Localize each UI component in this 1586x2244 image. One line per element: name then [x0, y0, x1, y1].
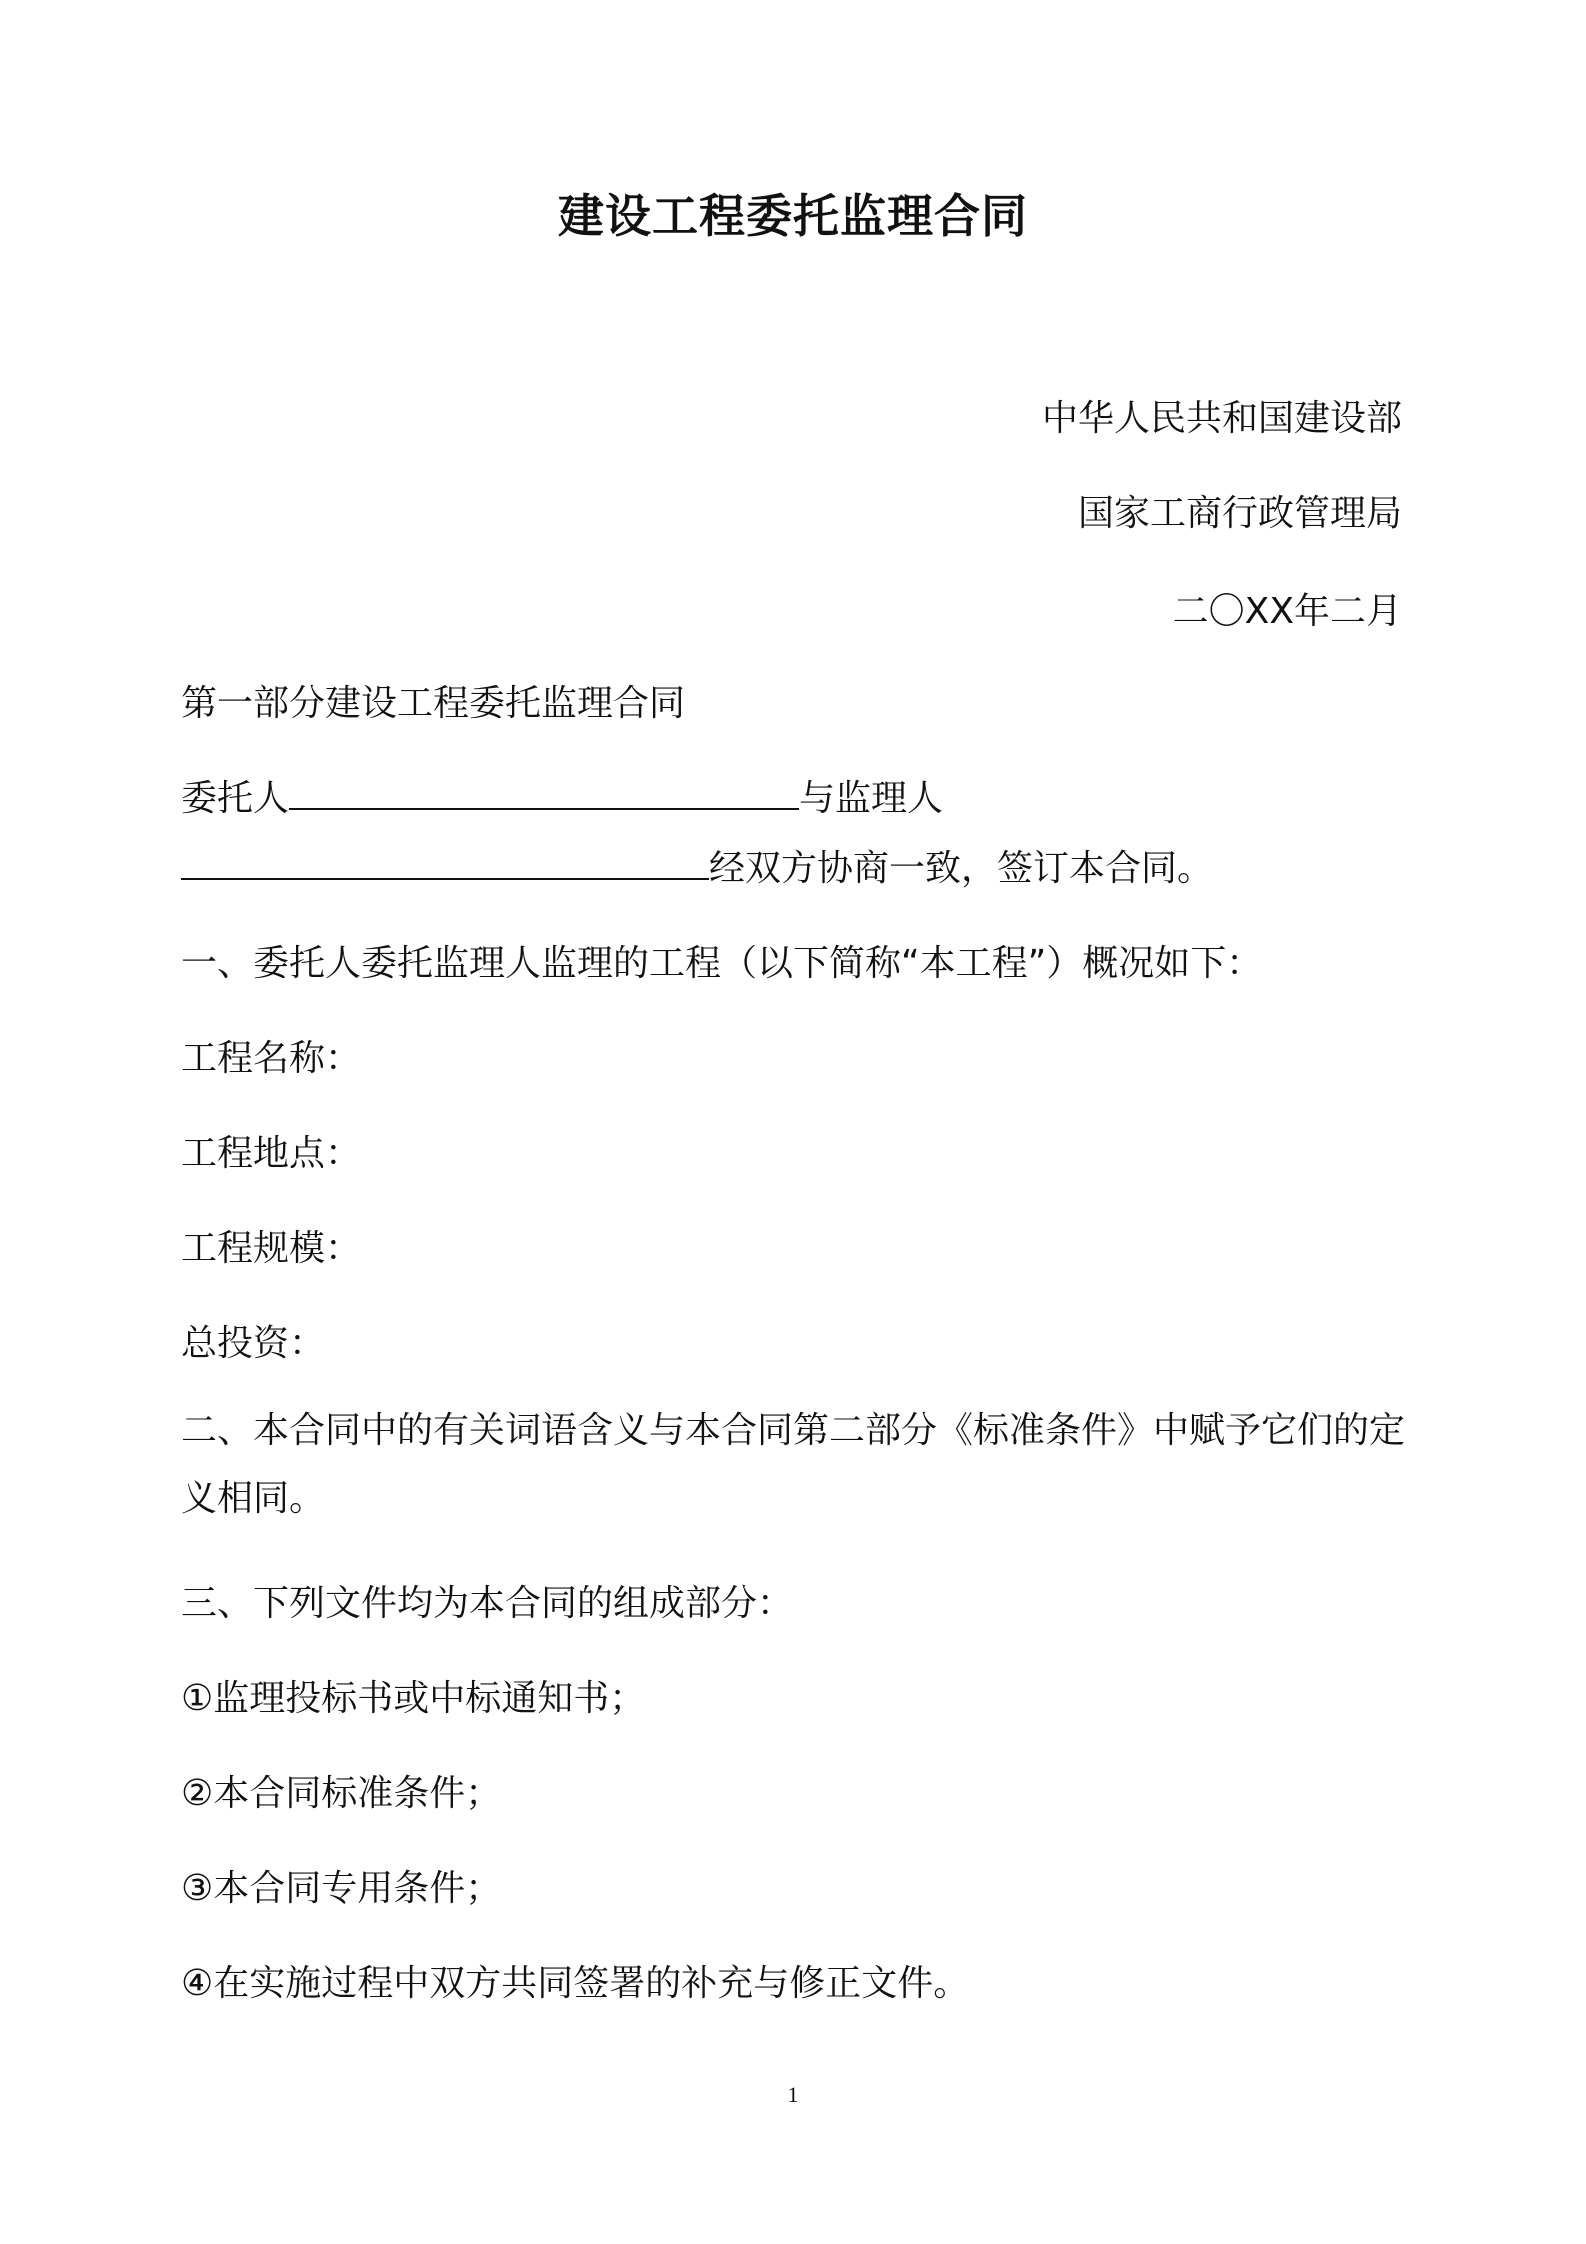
client-line [181, 770, 943, 821]
client-label: 委托人 [181, 778, 290, 819]
supervisor-blank [181, 848, 709, 880]
supervisor-line [181, 840, 1213, 891]
list-item: ②本合同标准条件； [181, 1773, 502, 1814]
supervisor-label: 与监理人 [799, 778, 944, 819]
project-location-label: 工程地点： [181, 1133, 362, 1174]
page-number: 1 [787, 2082, 799, 2107]
project-scale-label: 工程规模： [181, 1228, 362, 1269]
issuer-ministry: 中华人民共和国建设部 [1041, 398, 1402, 439]
clause1-heading: 一、委托人委托监理人监理的工程（以下简称“本工程”）概况如下： [181, 943, 1263, 984]
project-name-label: 工程名称： [181, 1038, 362, 1079]
client-blank [289, 778, 799, 810]
total-investment-label: 总投资： [181, 1323, 326, 1364]
section-heading: 第一部分建设工程委托监理合同 [181, 683, 686, 724]
clause2-paragraph: 二、本合同中的有关词语含义与本合同第二部分《标准条件》中赋予它们的定义相同。 [181, 1410, 1406, 1519]
list-item: ①监理投标书或中标通知书； [181, 1678, 646, 1719]
list-item: ④在实施过程中双方共同签署的补充与修正文件。 [181, 1963, 970, 2004]
document-title: 建设工程委托监理合同 [558, 189, 1028, 243]
clause3-heading: 三、下列文件均为本合同的组成部分： [181, 1583, 794, 1624]
issue-date: 二〇XX年二月 [1172, 591, 1402, 632]
issuer-bureau: 国家工商行政管理局 [1077, 493, 1402, 534]
list-item: ③本合同专用条件； [181, 1868, 502, 1909]
agreement-text: 经双方协商一致，签订本合同。 [709, 848, 1214, 889]
